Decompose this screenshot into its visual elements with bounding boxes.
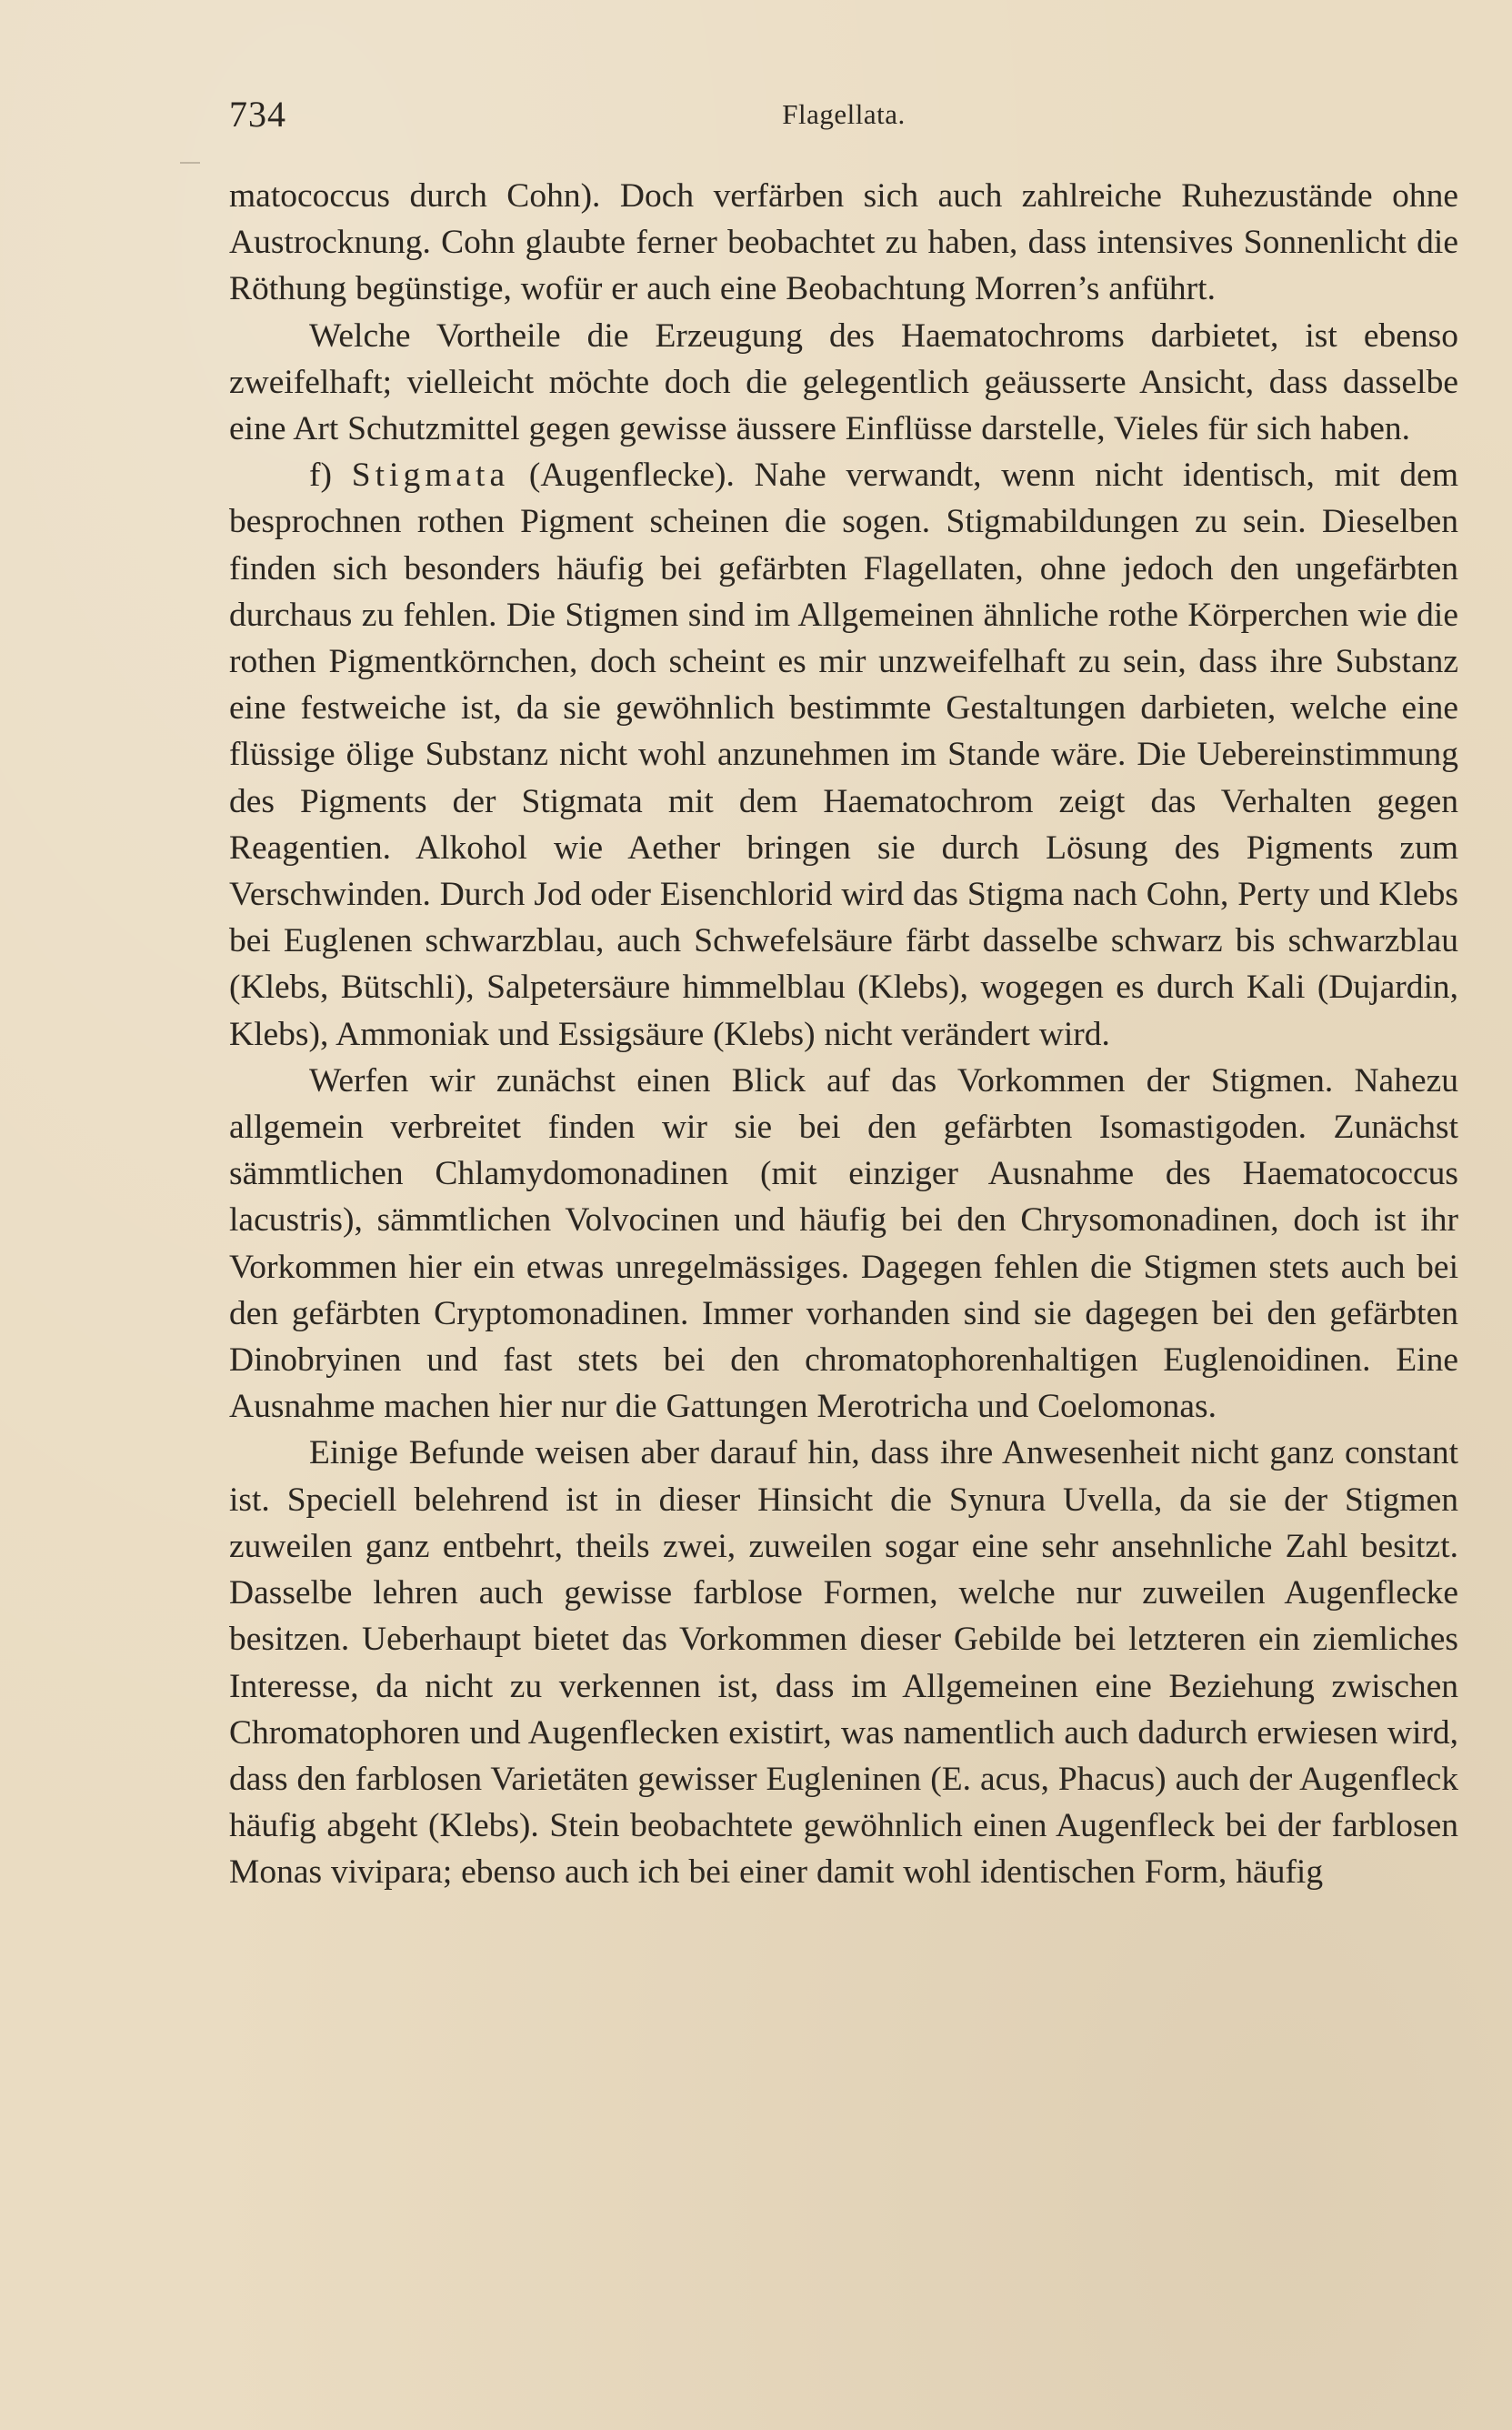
paragraph-3-stigmata <box>229 452 1458 1058</box>
section-prefix: f) <box>309 457 352 495</box>
paragraph-text: Einige Befunde weisen aber darauf hin, dass ihre Anwesenheit nicht ganz constant ist. Speciell belehrend ist in dieser Hinsicht die Synura Uvella, da sie der Stigmen zuweilen ganz entbehrt, theils zwei, zuweilen sogar eine sehr ansehnliche Zahl besitzt. Dasselbe lehren auch gewisse farblose Formen, welche nur zuweilen Augenflecke besitzen. Ueberhaupt bietet das Vorkommen dieser Gebilde bei letzteren ein ziemliches Interesse, da nicht zu verkennen ist, dass im Allgemeinen eine Beziehung zwischen Chromatophoren und Augenflecken existirt, was namentlich auch dadurch erwiesen wird, dass den farblosen Varietäten gewisser Eugleninen (E. acus, Phacus) auch der Augenfleck häufig abgeht (Klebs). Stein beobachtete gewöhnlich einen Augenfleck bei der farblosen Monas vivipara; ebenso auch ich bei einer damit wohl identischen Form, häufig <box>229 1434 1458 1892</box>
paragraph-4 <box>229 1058 1458 1431</box>
paragraph-text: Werfen wir zunächst einen Blick auf das Vorkommen der Stigmen. Nahezu allgemein verbreitet finden wir sie bei den gefärbten Isomastigoden. Zunächst sämmtlichen Chlamydomonadinen (mit einziger Ausnahme des Haematococcus lacustris), sämmtlichen Volvocinen und häufig bei den Chrysomonadinen, doch ist ihr Vorkommen hier ein etwas unregelmässiges. Dagegen fehlen die Stigmen stets auch bei den gefärbten Cryptomonadinen. Immer vorhanden sind sie dagegen bei den gefärbten Dinobryinen und fast stets bei den chromatophorenhaltigen Euglenoidinen. Eine Ausnahme machen hier nur die Gattungen Merotricha und Coelomonas. <box>229 1061 1458 1426</box>
paragraph-5 <box>229 1430 1458 1895</box>
body-text <box>229 173 1458 1896</box>
paragraph-1 <box>229 173 1458 313</box>
paragraph-text: matococcus durch Cohn). Doch verfärben sich auch zahlreiche Ruhezustände ohne Austrocknung. Cohn glaubte ferner beobachtet zu haben, dass intensives Sonnenlicht die Röthung begünstige, wofür er auch eine Beobachtung Morren’s anführt. <box>229 177 1458 308</box>
page-number: 734 <box>229 94 286 135</box>
paragraph-text: (Augenflecke). Nahe verwandt, wenn nicht identisch, mit dem besprochnen rothen Pigment scheinen die sogen. Stigmabildungen zu sein. Dieselben finden sich besonders häufig bei gefärbten Flagellaten, ohne jedoch den ungefärbten durchaus zu fehlen. Die Stigmen sind im Allgemeinen ähnliche rothe Körperchen wie die rothen Pigmentkörnchen, doch scheint es mir unzweifelhaft zu sein, dass ihre Substanz eine festweiche ist, da sie gewöhnlich bestimmte Gestaltungen darbieten, welche eine flüssige ölige Substanz nicht wohl anzunehmen im Stande wäre. Die Uebereinstimmung des Pigments der Stigmata mit dem Haematochrom zeigt das Verhalten gegen Reagentien. Alkohol wie Aether bringen sie durch Lösung des Pigments zum Verschwinden. Durch Jod oder Eisenchlorid wird das Stigma nach Cohn, Perty und Klebs bei Euglenen schwarzblau, auch Schwefelsäure färbt dasselbe schwarz bis schwarzblau (Klebs, Bütschli), Salpetersäure himmelblau (Klebs), wogegen es durch Kali (Dujardin, Klebs), Ammoniak und Essigsäure (Klebs) nicht verändert wird. <box>229 457 1458 1053</box>
margin-mark <box>180 162 200 164</box>
running-title: Flagellata. <box>782 98 906 130</box>
page-header <box>229 93 1458 147</box>
paragraph-2 <box>229 313 1458 453</box>
section-heading: Stigmata <box>351 457 510 495</box>
paragraph-text: Welche Vortheile die Erzeugung des Haematochroms darbietet, ist ebenso zweifelhaft; vielleicht möchte doch die gelegentlich geäusserte Ansicht, dass dasselbe eine Art Schutzmittel gegen gewisse äussere Einflüsse darstelle, Vieles für sich haben. <box>229 316 1458 448</box>
